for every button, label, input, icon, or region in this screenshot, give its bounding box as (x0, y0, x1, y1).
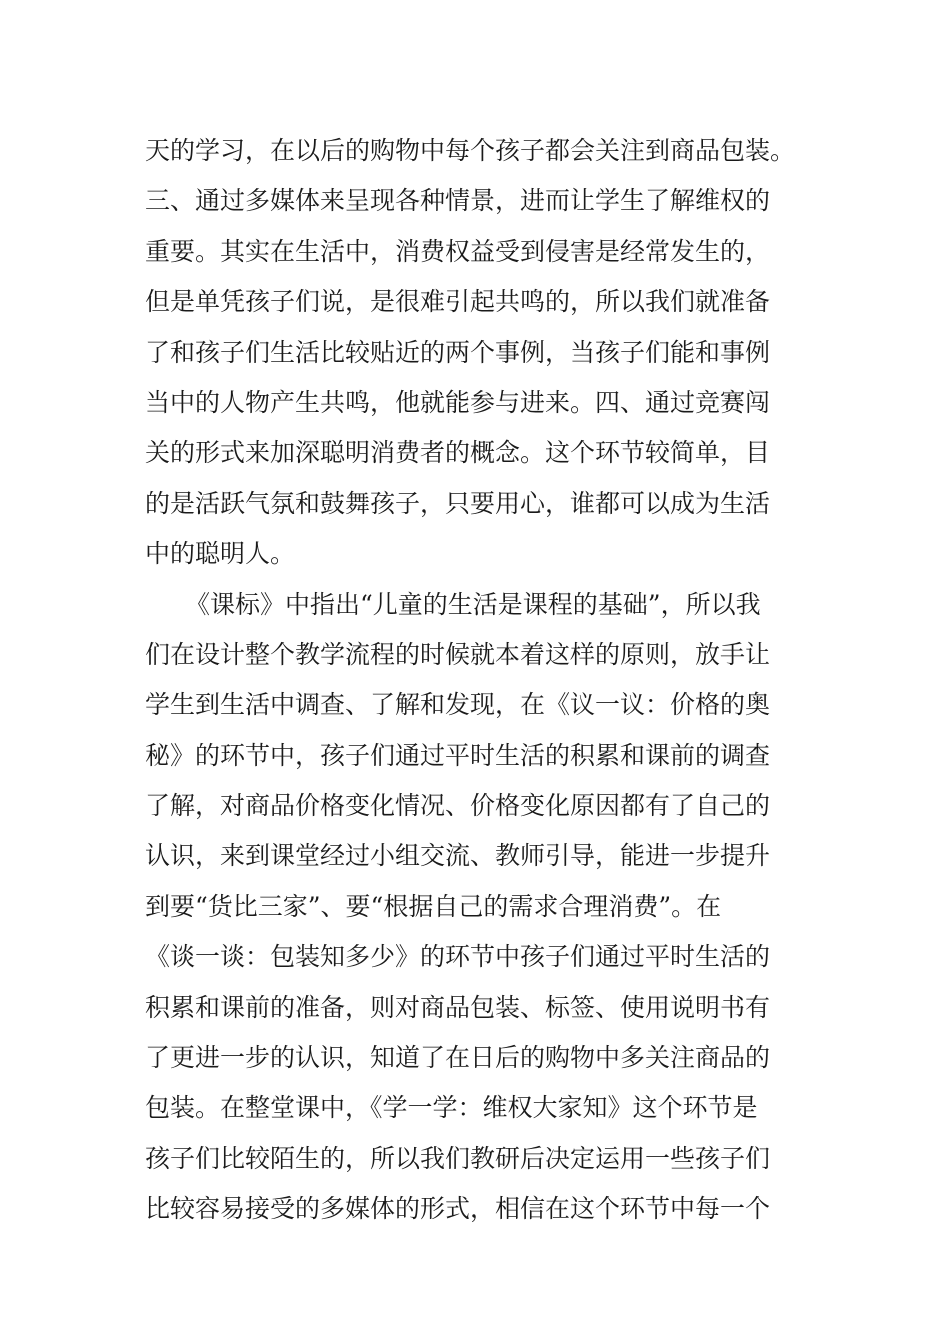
paragraph-line: 们在设计整个教学流程的时候就本着这样的原则，放手让 (145, 639, 771, 669)
paragraph-line: 比较容易接受的多媒体的形式，相信在这个环节中每一个 (145, 1194, 771, 1224)
paragraph-line: 了解，对商品价格变化情况、价格变化原因都有了自己的 (145, 791, 771, 821)
paragraph-line: 三、通过多媒体来呈现各种情景，进而让学生了解维权的 (145, 186, 771, 216)
paragraph-line: 学生到生活中调查、了解和发现，在《议一议：价格的奥 (145, 690, 771, 720)
paragraph-line: 到要“货比三家”、要“根据自己的需求合理消费”。在 (145, 891, 722, 921)
paragraph-line: 了更进一步的认识，知道了在日后的购物中多关注商品的 (145, 1043, 771, 1073)
paragraph-line: 重要。其实在生活中，消费权益受到侵害是经常发生的， (145, 236, 771, 266)
document-body (145, 126, 810, 1235)
paragraph-line: 包装。在整堂课中，《学一学：维权大家知》这个环节是 (145, 1093, 758, 1123)
paragraph-line: 但是单凭孩子们说，是很难引起共鸣的，所以我们就准备 (145, 287, 771, 317)
paragraph-line: 当中的人物产生共鸣，他就能参与进来。四、通过竞赛闯 (145, 387, 771, 417)
paragraph-line: 天的学习，在以后的购物中每个孩子都会关注到商品包装。 (145, 136, 796, 165)
paragraph-line: 了和孩子们生活比较贴近的两个事例，当孩子们能和事例 (145, 337, 771, 367)
paragraph-line: 的是活跃气氛和鼓舞孩子，只要用心，谁都可以成为生活 (145, 488, 771, 518)
paragraph-first-line: 《课标》中指出“儿童的生活是课程的基础”，所以我 (185, 589, 761, 619)
paragraph-line: 积累和课前的准备，则对商品包装、标签、使用说明书有 (145, 992, 771, 1022)
paragraph-line: 中的聪明人。 (145, 539, 296, 569)
paragraph-line: 关的形式来加深聪明消费者的概念。这个环节较简单，目 (145, 438, 771, 468)
paragraph-line: 孩子们比较陌生的，所以我们教研后决定运用一些孩子们 (145, 1143, 771, 1173)
paragraph-line: 《谈一谈：包装知多少》的环节中孩子们通过平时生活的 (145, 942, 771, 972)
paragraph-line: 认识，来到课堂经过小组交流、教师引导，能进一步提升 (145, 841, 771, 871)
paragraph-line: 秘》的环节中，孩子们通过平时生活的积累和课前的调查 (145, 740, 771, 770)
